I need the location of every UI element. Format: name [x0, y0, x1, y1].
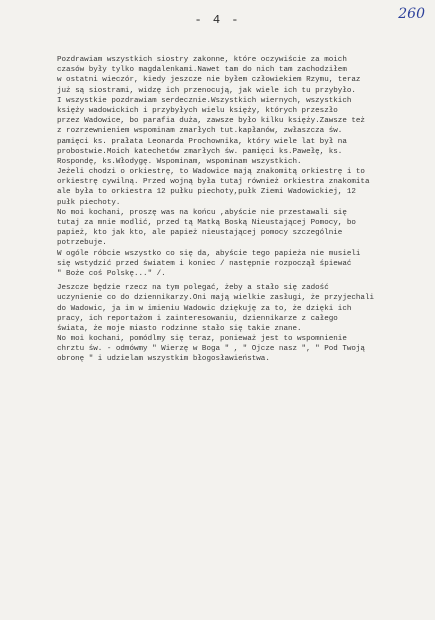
text-line: potrzebuje.: [57, 239, 107, 248]
text-line: No moi kochani, pomódlmy się teraz, ponieważ jest to wspomnienie: [57, 335, 347, 344]
text-line: pracy, ich reportażom i zainteresowaniu, dziennikarze z całego: [57, 314, 338, 323]
text-line: I wszystkie pozdrawiam serdecznie.Wszystkich wiernych, wszystkich: [57, 96, 352, 105]
text-line: z rozrzewnieniem wspominam zmarłych tut.kapłanów, zwłaszcza św.: [57, 127, 343, 136]
text-line: Jeżeli chodzi o orkiestrę, to Wadowice mają znakomitą orkiestrę i to: [57, 168, 365, 177]
text-line: tutaj za mnie modlić, przed tą Matką Boską Nieustającej Pomocy, bo: [57, 219, 356, 227]
text-line: księży wadowickich i przybyłych wielu księży, których przeszło: [57, 106, 338, 115]
text-line: czasów były tylko magdalenkami.Nawet tam do nich tam zachodziłem: [57, 66, 347, 75]
text-line: uczynienie co do dziennikarzy.Oni mają wielkie zasługi, że przyjechali: [57, 294, 375, 303]
text-line: się wstydzić przed światem i koniec / następnie rozpoczął śpiewać: [57, 259, 352, 268]
handwritten-archive-number: 260: [398, 6, 425, 22]
text-line: No moi kochani, proszę was na końcu ,abyście nie przestawali się: [57, 208, 347, 217]
text-line: " Boże coś Polskę..." /.: [57, 269, 166, 278]
text-line: świata, że moje miasto rodzinne stało się takie znane.: [57, 324, 302, 333]
text-line: w ostatni wieczór, kiedy jeszcze nie byłem człowiekiem Rzymu, teraz: [57, 76, 361, 85]
text-line: orkiestrę cywilną. Przed wojną była tutaj również orkiestra znakomita: [57, 178, 370, 187]
text-line: chrztu św. - odmówmy " Wierzę w Boga " , " Ojcze nasz ", " Pod Twoją: [57, 345, 365, 354]
typewritten-body-text: [57, 55, 429, 365]
text-line: Pozdrawiam wszystkich siostry zakonne, które oczywiście za moich: [57, 56, 347, 64]
text-line: pamięci ks. prałata Leonarda Prochownika, który wiele lat był na: [57, 137, 347, 146]
text-line: Rospondę, ks.Włodygę. Wspominam, wspominam wszystkich.: [57, 157, 302, 166]
text-line: obronę " i udzielam wszystkim błogosławieństwa.: [57, 355, 270, 364]
text-line: probostwie.Moich katechetów zmarłych św. pamięci ks.Pawełę, ks.: [57, 147, 343, 156]
text-line: przez Wadowice, bo parafia duża, zawsze było kilku księży.Zawsze też: [57, 117, 365, 126]
page-number: - 4 -: [194, 13, 241, 27]
text-line: W ogóle róbcie wszystko co się da, abyście tego papieża nie musieli: [57, 249, 361, 258]
text-line: ale była to orkiestra 12 pułku piechoty,pułk Ziemi Wadowickiej, 12: [57, 188, 356, 197]
text-line: Jeszcze będzie rzecz na tym polegać, żeby a stało się zadość: [57, 284, 329, 293]
text-line: pułk piechoty.: [57, 198, 121, 207]
text-line: do Wadowic, ja im w imieniu Wadowic dziękuję za to, że dzięki ich: [57, 304, 352, 313]
text-line: już są siostrami, widzę ich przenocują, jak wiele ich tu przybyło.: [57, 86, 356, 95]
text-line: papież, kto jak kto, ale papież nieustającej pomocy szczególnie: [57, 229, 343, 238]
